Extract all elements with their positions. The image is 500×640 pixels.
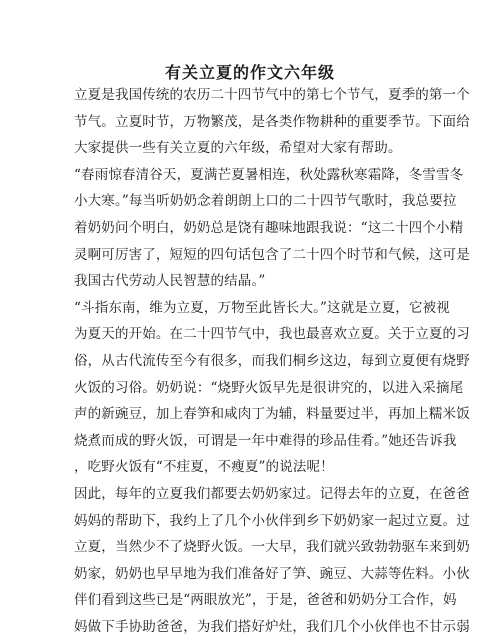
document-body [74,82,470,640]
text-line: 着奶奶问个明白，奶奶总是饶有趣味地跟我说：“这二十四个小精 [74,219,464,236]
text-line: 因此，每年的立夏我们都要去奶奶家过。记得去年的立夏，在爸爸 [74,485,470,502]
text-line: 伴们看到这些已是“两眼放光”，于是，爸爸和奶奶分工合作，妈 [74,592,457,609]
text-line: 火饭的习俗。奶奶说：“烧野火饭早先是很讲究的，以进入采摘尾 [74,379,464,396]
text-line: ，吃野火饭有“不疰夏，不瘦夏”的说法呢！ [74,459,334,476]
text-line: 立夏，当然少不了烧野火饭。一大早，我们就兴致勃勃驱车来到奶 [74,539,470,556]
text-line: “春雨惊春清谷天，夏满芒夏暑相连，秋处露秋寒霜降，冬雪雪冬 [74,166,464,183]
text-line: 妈做下手协助爸爸，为我们搭好炉灶，我们几个小伙伴也不甘示弱 [74,618,470,635]
text-line: 小大寒。”每当听奶奶念着朗朗上口的二十四节气歌时，我总要拉 [74,193,457,210]
text-line: 节气。立夏时节，万物繁茂，是各类作物耕种的重要季节。下面给 [74,113,470,130]
text-line: “斗指东南，维为立夏，万物至此皆长大。”这就是立夏，它被视 [74,299,450,316]
text-line: 奶家，奶奶也早早地为我们准备好了笋、豌豆、大蒜等佐料。小伙 [74,565,470,582]
text-line: 我国古代劳动人民智慧的结晶。” [74,273,266,290]
text-line: 为夏天的开始。在二十四节气中，我也最喜欢立夏。关于立夏的习 [74,326,470,343]
text-line: 灵啊可厉害了，短短的四句话包含了二十四个时节和气候，这可是 [74,246,470,263]
text-line: 声的新豌豆，加上春笋和咸肉丁为辅，料量要过半，再加上糯米饭 [74,406,470,423]
document-title: 有关立夏的作文六年级 [164,63,335,82]
text-line: 俗，从古代流传至今有很多，而我们桐乡这边，每到立夏便有烧野 [74,352,470,369]
text-line: 立夏是我国传统的农历二十四节气中的第七个节气，夏季的第一个 [74,87,470,103]
text-line: 大家提供一些有关立夏的六年级，希望对大家有帮助。 [74,140,402,157]
text-line: 烧煮而成的野火饭，可谓是一年中难得的珍品佳肴。”她还告诉我 [74,432,457,449]
text-line: 妈妈的帮助下，我约上了几个小伙伴到乡下奶奶家一起过立夏。过 [74,512,470,529]
